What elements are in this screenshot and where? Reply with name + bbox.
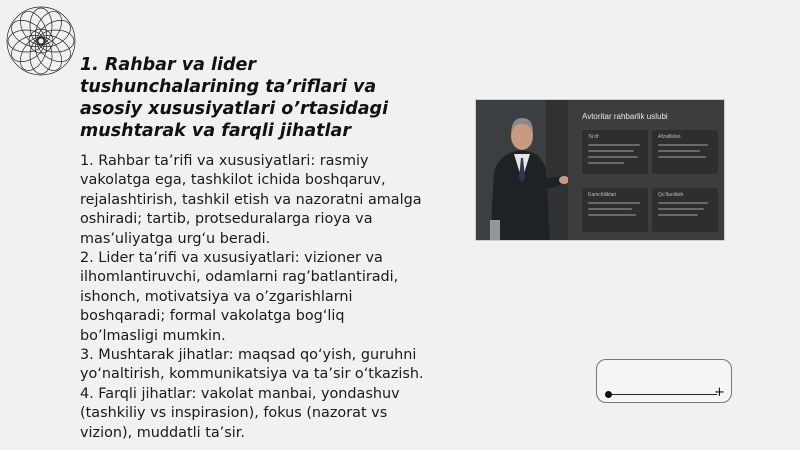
paragraph-rahbar: 1. Rahbar ta’rifi va xususiyatlari: rasmiy vakolatga ega, tashkilot ichida boshqaruv, rejalashtirish, tashkil etish va nazoratni amalga oshiradi; tartib, protseduralarga rioya va mas’uliyatga urg‘u beradi. xyxy=(80,153,422,247)
timeline-player[interactable] xyxy=(596,359,732,403)
slide-card xyxy=(582,130,648,174)
geometric-logo-icon xyxy=(4,4,78,78)
slide-card-title: Ta’rif xyxy=(588,134,599,140)
slide-thumbnail-title: Avtoritar rahbarlik uslubi xyxy=(582,112,668,121)
slide-card-title: Qo‘llanilishi xyxy=(658,192,684,198)
plus-icon[interactable]: + xyxy=(714,385,725,400)
paragraph-farqli: 4. Farqli jihatlar: vakolat manbai, yondashuv (tashkiliy vs inspirasion), fokus (nazorat vs vizion), muddatli ta’sir. xyxy=(80,385,400,441)
slide-thumbnail-content xyxy=(568,100,724,240)
slide-card xyxy=(652,130,718,174)
body-text xyxy=(80,152,425,450)
presenter-figure xyxy=(476,100,568,241)
paragraph-mushtarak: 3. Mushtarak jihatlar: maqsad qo‘yish, guruhni yo‘naltirish, kommunikatsiya va ta’sir o‘tkazish. xyxy=(80,347,424,383)
presenter-photo xyxy=(476,100,568,240)
slide-card-title: Afzalliklari xyxy=(658,134,681,140)
paragraph-lider: 2. Lider ta’rifi va xususiyatlari: vizioner va ilhomlantiruvchi, odamlarni rag’batlantiradi, ishonch, motivatsiya va o’zgarishlarni boshqaradi; formal vakolatga bog‘liq bo’lmasligi mumkin. xyxy=(80,250,399,344)
slide-card xyxy=(582,188,648,232)
page-title: 1. Rahbar va lider tushunchalarining ta’riflari va asosiy xususiyatlari o’rtasidagi mushtarak va farqli jihatlar xyxy=(80,55,389,141)
timeline-track[interactable] xyxy=(611,394,717,395)
slide-card-title: Kamchiliklari xyxy=(588,192,617,198)
slide-card xyxy=(652,188,718,232)
slide-thumbnail-image xyxy=(475,99,725,241)
